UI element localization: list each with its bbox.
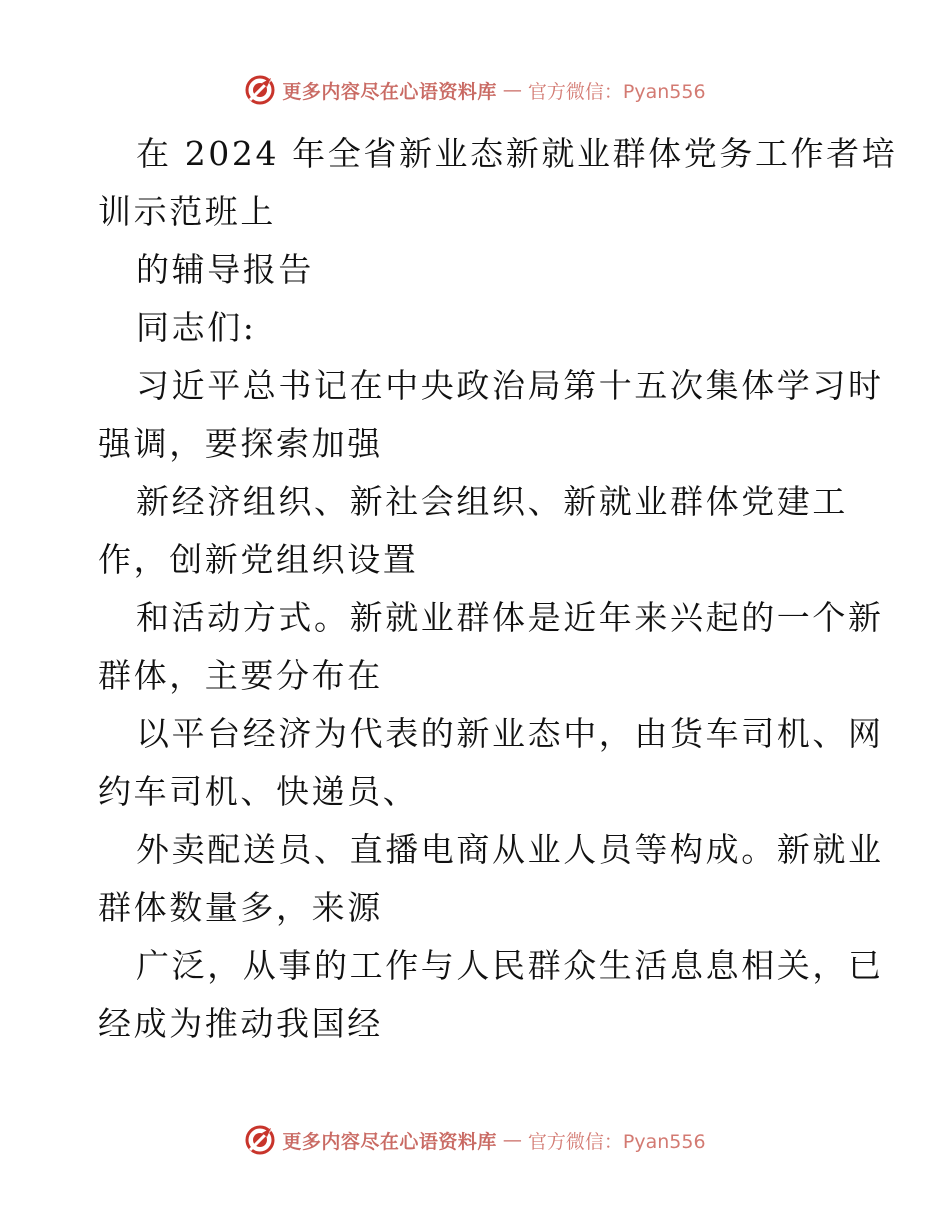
text-line: 习近平总书记在中央政治局第十五次集体学习时: [136, 366, 884, 405]
banner-wechat: 官方微信：Pyan556: [527, 80, 706, 103]
text-line: 外卖配送员、直播电商从业人员等构成。新就业: [136, 830, 884, 869]
text-line: 新经济组织、新社会组织、新就业群体党建工: [136, 482, 848, 521]
text-line: 广泛，从事的工作与人民群众生活息息相关，已: [136, 946, 884, 985]
text-line: 强调，要探索加强: [98, 424, 383, 463]
footer-banner: [0, 1120, 950, 1160]
text-line: 和活动方式。新就业群体是近年来兴起的一个新: [136, 598, 884, 637]
text-line: 训示范班上: [98, 192, 276, 231]
text-line: 的辅导报告: [136, 250, 314, 289]
text-line: 群体数量多，来源: [98, 888, 383, 927]
text-line: 同志们:: [136, 308, 257, 347]
text-line: 约车司机、快递员、: [98, 772, 419, 811]
header-banner: [0, 70, 950, 110]
banner-title: 更多内容尽在心语资料库: [282, 80, 497, 103]
banner-content: [244, 74, 705, 106]
banner-content: [244, 1124, 705, 1156]
banner-dash: —: [502, 1129, 522, 1151]
logo-icon: [244, 1124, 276, 1156]
text-line: 作，创新党组织设置: [98, 540, 419, 579]
banner-wechat: 官方微信：Pyan556: [527, 1130, 706, 1153]
text-line: 以平台经济为代表的新业态中，由货车司机、网: [136, 714, 884, 753]
text-line: 群体，主要分布在: [98, 656, 383, 695]
banner-dash: —: [502, 79, 522, 101]
text-line: 经成为推动我国经: [98, 1004, 383, 1043]
logo-icon: [244, 74, 276, 106]
document-body: [98, 125, 898, 1053]
banner-title: 更多内容尽在心语资料库: [282, 1130, 497, 1153]
text-line: 在 2024 年全省新业态新就业群体党务工作者培: [136, 134, 898, 173]
